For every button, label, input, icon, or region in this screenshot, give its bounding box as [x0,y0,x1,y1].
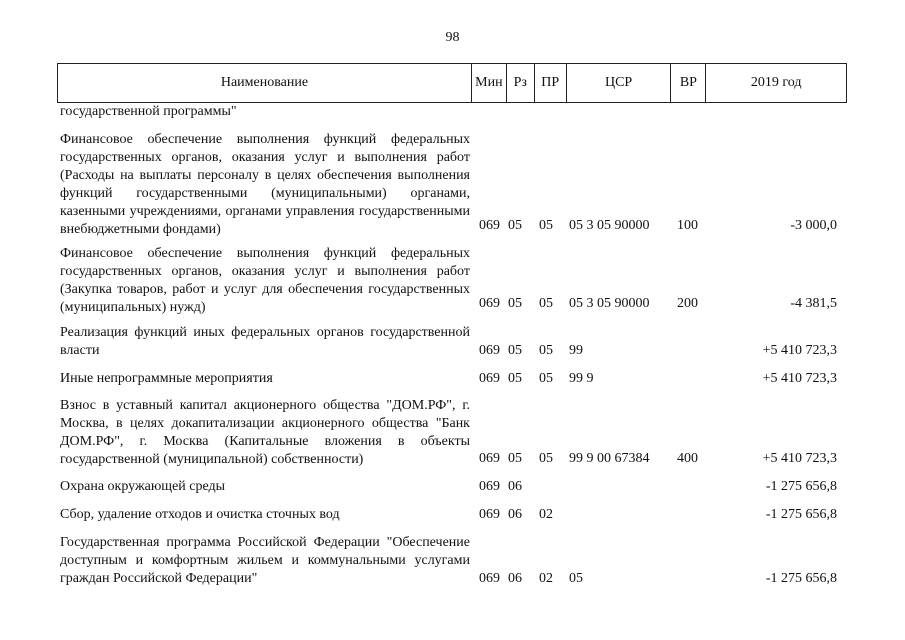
row-min: 069 [479,507,500,522]
table-row [57,370,847,388]
row-name: Государственная программа Российской Федерации "Обеспечение доступным и комфортным жильем и коммунальными услугами граждан Российской Федерации" [60,535,470,586]
row-name: Финансовое обеспечение выполнения функций федеральных государственных органов, оказания услуг и выполнения работ (Закупка товаров, работ и услуг для обеспечения государственных (муниципальных) нужд) [60,246,470,315]
row-min: 069 [479,296,500,311]
row-name: Взнос в уставный капитал акционерного общества "ДОМ.РФ", г. Москва, в целях докапитализации акционерного общества "Банк ДОМ.РФ", г. Москва (Капитальные вложения в объекты государственной (муниципальной) собственности) [60,398,470,467]
row-name: государственной программы" [60,104,237,119]
row-name: Охрана окружающей среды [60,479,226,494]
table-row [57,103,847,121]
row-vr: 400 [677,451,698,466]
row-rz: 06 [508,507,522,522]
row-vr: 200 [677,296,698,311]
row-rz: 06 [508,571,522,586]
row-amount: -3 000,0 [790,218,837,233]
row-rz: 05 [508,451,522,466]
row-rz: 05 [508,343,522,358]
header-min: Мин [472,64,507,102]
row-amount: -4 381,5 [790,296,837,311]
row-pr: 02 [539,507,553,522]
row-name: Реализация функций иных федеральных органов государственной власти [60,325,470,358]
row-min: 069 [479,343,500,358]
row-vr: 100 [677,218,698,233]
row-name: Иные непрограммные мероприятия [60,371,273,386]
row-min: 069 [479,571,500,586]
row-name: Финансовое обеспечение выполнения функций федеральных государственных органов, оказания услуг и выполнения работ (Расходы на выплаты персоналу в целях обеспечения выполнения функций государственными (муниципальными) органами, казенными учреждениями, органами управления государственными внебюджетными фондами) [60,132,470,237]
header-csr: ЦСР [567,64,672,102]
row-csr: 05 3 05 90000 [569,296,650,311]
table-row [57,534,847,588]
header-vr: ВР [671,64,706,102]
row-min: 069 [479,479,500,494]
header-rz: Рз [507,64,535,102]
row-min: 069 [479,218,500,233]
row-pr: 05 [539,451,553,466]
row-amount: -1 275 656,8 [765,479,837,494]
row-pr: 02 [539,571,553,586]
row-rz: 05 [508,371,522,386]
row-pr: 05 [539,218,553,233]
table-row [57,397,847,469]
row-pr: 05 [539,296,553,311]
header-name: Наименование [58,64,472,102]
table-row [57,478,847,496]
row-csr: 05 [569,571,583,586]
table-row [57,245,847,317]
row-rz: 05 [508,296,522,311]
table-row [57,324,847,360]
row-amount: +5 410 723,3 [762,371,837,386]
row-min: 069 [479,371,500,386]
row-rz: 06 [508,479,522,494]
row-pr: 05 [539,371,553,386]
row-amount: +5 410 723,3 [762,451,837,466]
header-pr: ПР [535,64,567,102]
row-rz: 05 [508,218,522,233]
table-row [57,131,847,239]
row-csr: 99 [569,343,583,358]
row-csr: 99 9 [569,371,594,386]
page-number: 98 [445,30,460,45]
table-header [57,63,847,103]
table-row [57,506,847,524]
row-min: 069 [479,451,500,466]
row-name: Сбор, удаление отходов и очистка сточных вод [60,507,340,522]
row-pr: 05 [539,343,553,358]
row-amount: -1 275 656,8 [765,507,837,522]
row-amount: -1 275 656,8 [765,571,837,586]
row-amount: +5 410 723,3 [762,343,837,358]
row-csr: 05 3 05 90000 [569,218,650,233]
header-year: 2019 год [750,75,802,90]
row-csr: 99 9 00 67384 [569,451,650,466]
